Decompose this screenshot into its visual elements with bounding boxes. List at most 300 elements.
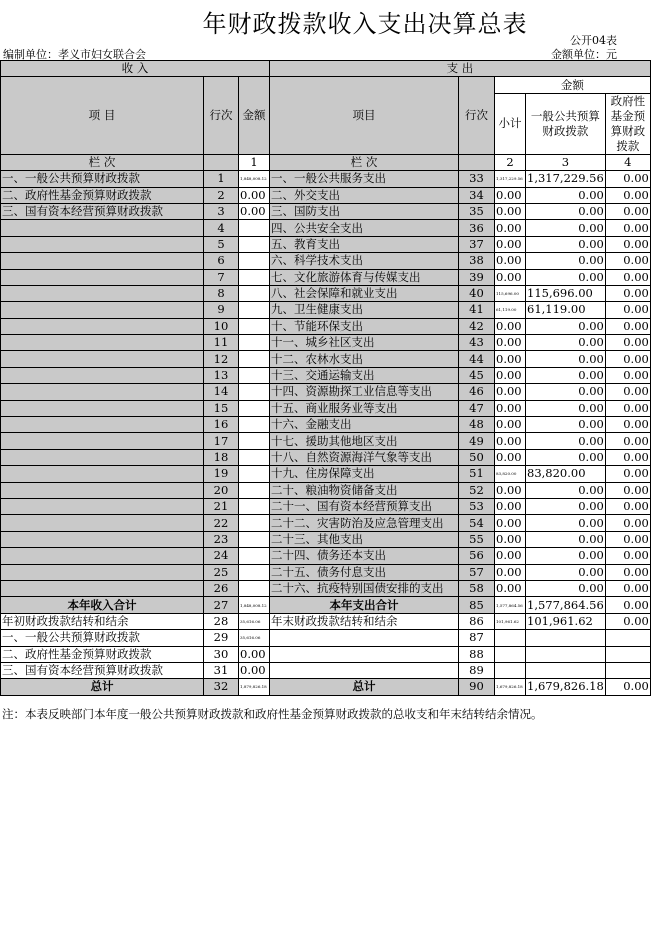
income-amount: [239, 564, 270, 580]
table-row: [1, 630, 651, 646]
income-line-no: 31: [204, 662, 239, 678]
income-item: [1, 285, 204, 301]
income-line-no: 21: [204, 498, 239, 514]
income-line-no: 18: [204, 449, 239, 465]
income-item: [1, 564, 204, 580]
income-amount: [239, 433, 270, 449]
table-row: [1, 564, 651, 580]
income-amount: 0.00: [239, 646, 270, 662]
expense-item: 十五、商业服务业等支出: [270, 400, 459, 416]
expense-general-budget: 0.00: [526, 449, 606, 465]
expense-line-no: 56: [459, 548, 495, 564]
expense-item: 二十一、国有资本经营预算支出: [270, 498, 459, 514]
expense-fund-budget: [605, 662, 650, 678]
expense-line-no: 34: [459, 187, 495, 203]
expense-general-budget: 0.00: [526, 203, 606, 219]
income-line-no: 20: [204, 482, 239, 498]
expense-fund-budget: 0.00: [605, 367, 650, 383]
expense-subtotal: 0.00: [495, 498, 526, 514]
expense-general-budget: 1,577,864.56: [527, 597, 604, 612]
expense-line-no: 54: [459, 515, 495, 531]
expense-line-no: 44: [459, 351, 495, 367]
col-number-4: 4: [605, 154, 650, 170]
expense-subtotal: 0.00: [495, 515, 526, 531]
expense-fund-budget: 0.00: [605, 220, 650, 236]
expense-item: 二十二、灾害防治及应急管理支出: [270, 515, 459, 531]
income-amount: [239, 269, 270, 285]
expense-item: 二十六、抗疫特别国债安排的支出: [270, 580, 459, 596]
expense-general-budget: 1,317,229.56: [527, 171, 604, 186]
expense-general-budget: 0.00: [526, 580, 606, 596]
table-row: [1, 466, 651, 482]
expense-line-no: 50: [459, 449, 495, 465]
income-item: [1, 548, 204, 564]
income-amount: [239, 400, 270, 416]
expense-subtotal: 0.00: [495, 417, 526, 433]
expense-item: 二十三、其他支出: [270, 531, 459, 547]
income-item: [1, 236, 204, 252]
income-line-no: 16: [204, 417, 239, 433]
expense-general-budget: 0.00: [526, 253, 606, 269]
table-row: [1, 613, 651, 629]
expense-subtotal: 0.00: [495, 564, 526, 580]
table-row: [1, 433, 651, 449]
expense-fund-budget: 0.00: [605, 236, 650, 252]
income-item: [1, 302, 204, 318]
footnote: 注：本表反映部门本年度一般公共预算财政拨款和政府性基金预算财政拨款的总收支和年末结转结余情况。: [2, 707, 543, 721]
income-amount: [239, 498, 270, 514]
expense-subtotal: 1,679,826.18: [495, 679, 526, 695]
income-item: [1, 515, 204, 531]
expense-general-budget: 0.00: [526, 335, 606, 351]
expense-fund-budget: 0.00: [605, 433, 650, 449]
table-row: [1, 417, 651, 433]
expense-general-budget: 0.00: [526, 417, 606, 433]
expense-line-no-header: 行次: [459, 77, 495, 154]
table-row: [1, 367, 651, 383]
general-budget-header: 一般公共预算财政拨款: [526, 93, 606, 154]
col-blank: [204, 154, 239, 170]
income-amount: 0.00: [239, 203, 270, 219]
budget-summary-table: [0, 60, 651, 696]
income-line-no: 7: [204, 269, 239, 285]
expense-general-budget: 0.00: [526, 548, 606, 564]
expense-subtotal: 0.00: [495, 203, 526, 219]
expense-subtotal: [495, 630, 526, 646]
income-line-no-header: 行次: [204, 77, 239, 154]
expense-general-budget: 101,961.62: [526, 613, 606, 629]
reporting-unit: 编制单位：孝义市妇女联合会: [3, 48, 146, 61]
expense-fund-budget: 0.00: [605, 498, 650, 514]
expense-item: 年末财政拨款结转和结余: [270, 613, 459, 629]
expense-general-budget: [526, 662, 606, 678]
expense-section-header: 支 出: [270, 61, 651, 77]
expense-general-budget: 0.00: [526, 384, 606, 400]
income-amount: [239, 302, 270, 318]
income-amount: 0.00: [239, 187, 270, 203]
table-row: [1, 662, 651, 678]
expense-general-budget: 0.00: [526, 187, 606, 203]
income-line-no: 11: [204, 335, 239, 351]
income-amount: [239, 253, 270, 269]
expense-item: 总计: [270, 679, 459, 695]
expense-subtotal: 0.00: [495, 236, 526, 252]
table-row: [1, 384, 651, 400]
expense-subtotal: 0.00: [495, 482, 526, 498]
income-line-no: 1: [204, 171, 239, 187]
expense-line-no: 85: [459, 597, 495, 613]
expense-line-no: 47: [459, 400, 495, 416]
expense-subtotal: 0.00: [495, 449, 526, 465]
income-line-no: 32: [204, 679, 239, 695]
expense-fund-budget: 0.00: [605, 417, 650, 433]
expense-line-no: 87: [459, 630, 495, 646]
expense-fund-budget: 0.00: [605, 171, 650, 187]
expense-fund-budget: 0.00: [605, 548, 650, 564]
income-amount: 35,616.06: [239, 630, 270, 646]
expense-line-no: 33: [459, 171, 495, 187]
income-item: [1, 384, 204, 400]
income-line-no: 10: [204, 318, 239, 334]
income-line-no: 24: [204, 548, 239, 564]
income-line-no: 12: [204, 351, 239, 367]
income-line-no: 9: [204, 302, 239, 318]
amount-group-header: 金额: [495, 77, 651, 93]
expense-line-no: 52: [459, 482, 495, 498]
table-row: [1, 269, 651, 285]
table-row: [1, 253, 651, 269]
income-line-no: 25: [204, 564, 239, 580]
expense-line-no: 57: [459, 564, 495, 580]
col-number-2: 2: [495, 154, 526, 170]
expense-item: [270, 630, 459, 646]
income-item: [1, 269, 204, 285]
income-line-no: 22: [204, 515, 239, 531]
expense-item: 十四、资源勘探工业信息等支出: [270, 384, 459, 400]
expense-general-budget: 0.00: [526, 318, 606, 334]
expense-item: 二十、粮油物资储备支出: [270, 482, 459, 498]
table-row: [1, 351, 651, 367]
table-row: [1, 580, 651, 596]
income-amount: [239, 318, 270, 334]
expense-fund-budget: 0.00: [605, 564, 650, 580]
income-amount: 35,616.06: [239, 613, 270, 629]
income-item: [1, 466, 204, 482]
income-amount: [239, 351, 270, 367]
expense-line-no: 40: [459, 285, 495, 301]
income-amount: [239, 220, 270, 236]
income-item: 总计: [1, 679, 204, 695]
expense-fund-budget: 0.00: [605, 679, 650, 695]
expense-subtotal: 0.00: [495, 400, 526, 416]
income-item: [1, 449, 204, 465]
expense-item: 十、节能环保支出: [270, 318, 459, 334]
expense-subtotal: 101,961.62: [495, 613, 526, 629]
expense-subtotal: [495, 662, 526, 678]
income-item: [1, 253, 204, 269]
income-section-header: 收 入: [1, 61, 270, 77]
table-row: [1, 220, 651, 236]
income-line-no: 27: [204, 597, 239, 613]
expense-fund-budget: 0.00: [605, 597, 650, 613]
income-line-no: 17: [204, 433, 239, 449]
expense-item: 十七、援助其他地区支出: [270, 433, 459, 449]
income-line-no: 13: [204, 367, 239, 383]
expense-subtotal: 0.00: [495, 433, 526, 449]
expense-subtotal: 0.00: [495, 187, 526, 203]
expense-item: 七、文化旅游体育与传媒支出: [270, 269, 459, 285]
income-amount: [239, 384, 270, 400]
income-amount: 1,848,008.12: [239, 597, 270, 613]
expense-line-no: 37: [459, 236, 495, 252]
income-item: 年初财政拨款结转和结余: [1, 613, 204, 629]
income-item: [1, 220, 204, 236]
expense-general-budget: 0.00: [526, 367, 606, 383]
table-row: [1, 515, 651, 531]
income-item: [1, 417, 204, 433]
expense-item: [270, 646, 459, 662]
table-row: [1, 203, 651, 219]
income-amount: [239, 580, 270, 596]
income-item: 二、政府性基金预算财政拨款: [1, 187, 204, 203]
expense-line-no: 35: [459, 203, 495, 219]
form-number: 公开04表: [570, 34, 617, 47]
expense-subtotal: 0.00: [495, 220, 526, 236]
income-item: [1, 482, 204, 498]
expense-subtotal: 0.00: [495, 269, 526, 285]
income-line-no: 23: [204, 531, 239, 547]
table-row: [1, 171, 651, 187]
expense-general-budget: [526, 646, 606, 662]
expense-line-no: 58: [459, 580, 495, 596]
report-title: 年财政拨款收入支出决算总表: [202, 10, 528, 38]
income-line-no: 30: [204, 646, 239, 662]
table-row: [1, 318, 651, 334]
expense-line-no: 38: [459, 253, 495, 269]
expense-fund-budget: 0.00: [605, 482, 650, 498]
expense-subtotal: 0.00: [495, 367, 526, 383]
income-item: [1, 400, 204, 416]
expense-fund-budget: 0.00: [605, 351, 650, 367]
table-row: [1, 187, 651, 203]
col-label-2: 栏 次: [270, 154, 459, 170]
expense-fund-budget: 0.00: [605, 580, 650, 596]
expense-fund-budget: 0.00: [605, 285, 650, 301]
expense-general-budget: 115,696.00: [526, 285, 606, 301]
expense-general-budget: 1,679,826.18: [527, 679, 604, 694]
income-amount-header: 金额: [239, 77, 270, 154]
income-item-header: 项 目: [1, 77, 204, 154]
table-row: [1, 236, 651, 252]
expense-fund-budget: 0.00: [605, 400, 650, 416]
expense-general-budget: 0.00: [526, 531, 606, 547]
expense-line-no: 88: [459, 646, 495, 662]
expense-item: 十一、城乡社区支出: [270, 335, 459, 351]
expense-item: 十九、住房保障支出: [270, 466, 459, 482]
expense-subtotal: 1,577,864.56: [495, 597, 526, 613]
expense-item: 五、教育支出: [270, 236, 459, 252]
expense-subtotal: 0.00: [495, 253, 526, 269]
table-row: [1, 531, 651, 547]
expense-fund-budget: 0.00: [605, 335, 650, 351]
expense-general-budget: 61,119.00: [526, 302, 606, 318]
expense-fund-budget: 0.00: [605, 515, 650, 531]
income-line-no: 5: [204, 236, 239, 252]
expense-subtotal: 115,696.00: [495, 285, 526, 301]
expense-item: 三、国防支出: [270, 203, 459, 219]
income-amount: 1,879,826.18: [239, 679, 270, 695]
expense-fund-budget: 0.00: [605, 203, 650, 219]
income-amount: 1,848,008.12: [239, 171, 270, 187]
expense-line-no: 39: [459, 269, 495, 285]
expense-fund-budget: 0.00: [605, 466, 650, 482]
expense-fund-budget: 0.00: [605, 318, 650, 334]
expense-line-no: 41: [459, 302, 495, 318]
expense-general-budget: 0.00: [526, 564, 606, 580]
expense-general-budget: 0.00: [526, 220, 606, 236]
expense-fund-budget: 0.00: [605, 269, 650, 285]
expense-subtotal: [495, 646, 526, 662]
table-row: [1, 597, 651, 613]
expense-line-no: 51: [459, 466, 495, 482]
expense-line-no: 48: [459, 417, 495, 433]
income-amount: [239, 335, 270, 351]
expense-line-no: 53: [459, 498, 495, 514]
income-item: [1, 531, 204, 547]
expense-line-no: 43: [459, 335, 495, 351]
income-amount: [239, 466, 270, 482]
expense-line-no: 42: [459, 318, 495, 334]
income-line-no: 3: [204, 203, 239, 219]
income-line-no: 19: [204, 466, 239, 482]
expense-item-header: 项目: [270, 77, 459, 154]
income-amount: [239, 367, 270, 383]
expense-fund-budget: [605, 630, 650, 646]
table-row: [1, 548, 651, 564]
income-item: [1, 367, 204, 383]
expense-subtotal: 0.00: [495, 580, 526, 596]
currency-unit: 金额单位：元: [551, 48, 617, 61]
expense-item: 二十五、债务付息支出: [270, 564, 459, 580]
table-row: [1, 302, 651, 318]
expense-item: 一、一般公共服务支出: [270, 171, 459, 187]
table-row: [1, 400, 651, 416]
income-line-no: 2: [204, 187, 239, 203]
income-item: 一、一般公共预算财政拨款: [1, 171, 204, 187]
table-row: [1, 482, 651, 498]
expense-line-no: 45: [459, 367, 495, 383]
income-line-no: 8: [204, 285, 239, 301]
expense-subtotal: 83,820.00: [495, 466, 526, 482]
fund-budget-header: 政府性基金预算财政拨款: [605, 93, 650, 154]
expense-general-budget: 0.00: [526, 400, 606, 416]
income-amount: [239, 482, 270, 498]
col-number-1: 1: [239, 154, 270, 170]
income-amount: [239, 449, 270, 465]
table-row: [1, 498, 651, 514]
table-row: [1, 285, 651, 301]
col-label: 栏 次: [1, 154, 204, 170]
income-line-no: 28: [204, 613, 239, 629]
expense-item: 十八、自然资源海洋气象等支出: [270, 449, 459, 465]
expense-general-budget: 0.00: [526, 433, 606, 449]
expense-general-budget: 0.00: [526, 351, 606, 367]
expense-line-no: 46: [459, 384, 495, 400]
table-row: [1, 449, 651, 465]
income-line-no: 26: [204, 580, 239, 596]
expense-fund-budget: 0.00: [605, 302, 650, 318]
income-amount: [239, 515, 270, 531]
expense-subtotal: 0.00: [495, 384, 526, 400]
expense-fund-budget: 0.00: [605, 531, 650, 547]
expense-item: 十二、农林水支出: [270, 351, 459, 367]
income-line-no: 29: [204, 630, 239, 646]
income-amount: [239, 417, 270, 433]
expense-fund-budget: 0.00: [605, 449, 650, 465]
expense-subtotal: 0.00: [495, 318, 526, 334]
expense-general-budget: 0.00: [526, 236, 606, 252]
expense-item: 八、社会保障和就业支出: [270, 285, 459, 301]
col-number-3: 3: [526, 154, 606, 170]
income-amount: [239, 236, 270, 252]
expense-general-budget: 0.00: [526, 269, 606, 285]
expense-line-no: 49: [459, 433, 495, 449]
expense-item: 四、公共安全支出: [270, 220, 459, 236]
expense-subtotal: 0.00: [495, 335, 526, 351]
table-row: [1, 335, 651, 351]
col-blank-2: [459, 154, 495, 170]
income-item: [1, 433, 204, 449]
income-item: [1, 498, 204, 514]
expense-item: 二、外交支出: [270, 187, 459, 203]
expense-fund-budget: 0.00: [605, 253, 650, 269]
table-row: [1, 679, 651, 695]
expense-line-no: 55: [459, 531, 495, 547]
income-amount: [239, 285, 270, 301]
expense-fund-budget: 0.00: [605, 187, 650, 203]
subtotal-header: 小计: [495, 93, 526, 154]
income-item: [1, 351, 204, 367]
expense-item: 九、卫生健康支出: [270, 302, 459, 318]
income-item: 三、国有资本经营预算财政拨款: [1, 203, 204, 219]
expense-item: 六、科学技术支出: [270, 253, 459, 269]
expense-subtotal: 0.00: [495, 351, 526, 367]
income-line-no: 14: [204, 384, 239, 400]
income-item: [1, 580, 204, 596]
income-item: 三、国有资本经营预算财政拨款: [1, 662, 204, 678]
expense-subtotal: 0.00: [495, 531, 526, 547]
income-line-no: 6: [204, 253, 239, 269]
expense-subtotal: 61,119.00: [495, 302, 526, 318]
expense-item: [270, 662, 459, 678]
expense-line-no: 86: [459, 613, 495, 629]
expense-item: 本年支出合计: [270, 597, 459, 613]
expense-line-no: 89: [459, 662, 495, 678]
expense-item: 十三、交通运输支出: [270, 367, 459, 383]
income-item: [1, 318, 204, 334]
expense-subtotal: 0.00: [495, 548, 526, 564]
income-item: [1, 335, 204, 351]
expense-item: 二十四、债务还本支出: [270, 548, 459, 564]
income-amount: [239, 548, 270, 564]
income-item: 本年收入合计: [1, 597, 204, 613]
expense-general-budget: 0.00: [526, 482, 606, 498]
income-line-no: 4: [204, 220, 239, 236]
expense-fund-budget: [605, 646, 650, 662]
expense-item: 十六、金融支出: [270, 417, 459, 433]
income-amount: [239, 531, 270, 547]
income-amount: 0.00: [239, 662, 270, 678]
